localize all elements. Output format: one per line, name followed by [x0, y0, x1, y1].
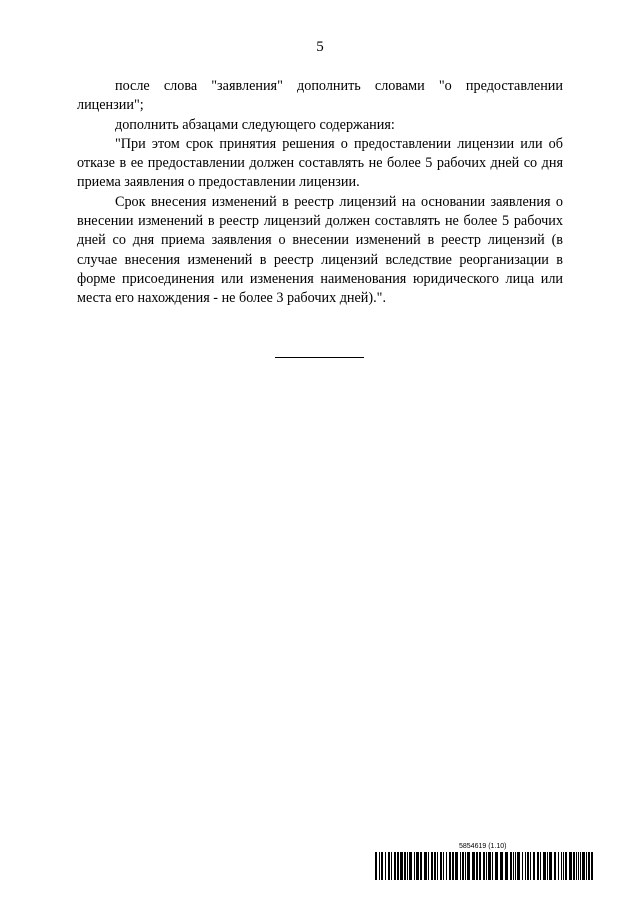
- paragraph: "При этом срок принятия решения о предоставлении лицензии или об отказе в ее предоставлении должен составлять не более 5 рабочих дней со дня приема заявления о предоставлении лицензии.: [77, 135, 563, 191]
- paragraph: после слова "заявления" дополнить словами "о предоставлении лицензии";: [77, 78, 563, 114]
- barcode-caption: 5854619 (1.10): [459, 843, 507, 850]
- page-number: 5: [316, 39, 324, 55]
- document-body: [77, 77, 563, 309]
- paragraph: Срок внесения изменений в реестр лицензий на основании заявления о внесении изменений в реестр лицензий должен составлять не более 5 рабочих дней со дня приема заявления о внесении изменений в реестр лицензий (в случае внесения изменений в реестр лицензий вследствие реорганизации в форме присоединения или изменения наименования юридического лица или места его нахождения - не более 3 рабочих дней).".: [77, 193, 563, 307]
- barcode-image: [375, 852, 595, 880]
- barcode-block: [375, 843, 595, 883]
- separator-line: [275, 357, 364, 358]
- paragraph: дополнить абзацами следующего содержания:: [115, 116, 395, 133]
